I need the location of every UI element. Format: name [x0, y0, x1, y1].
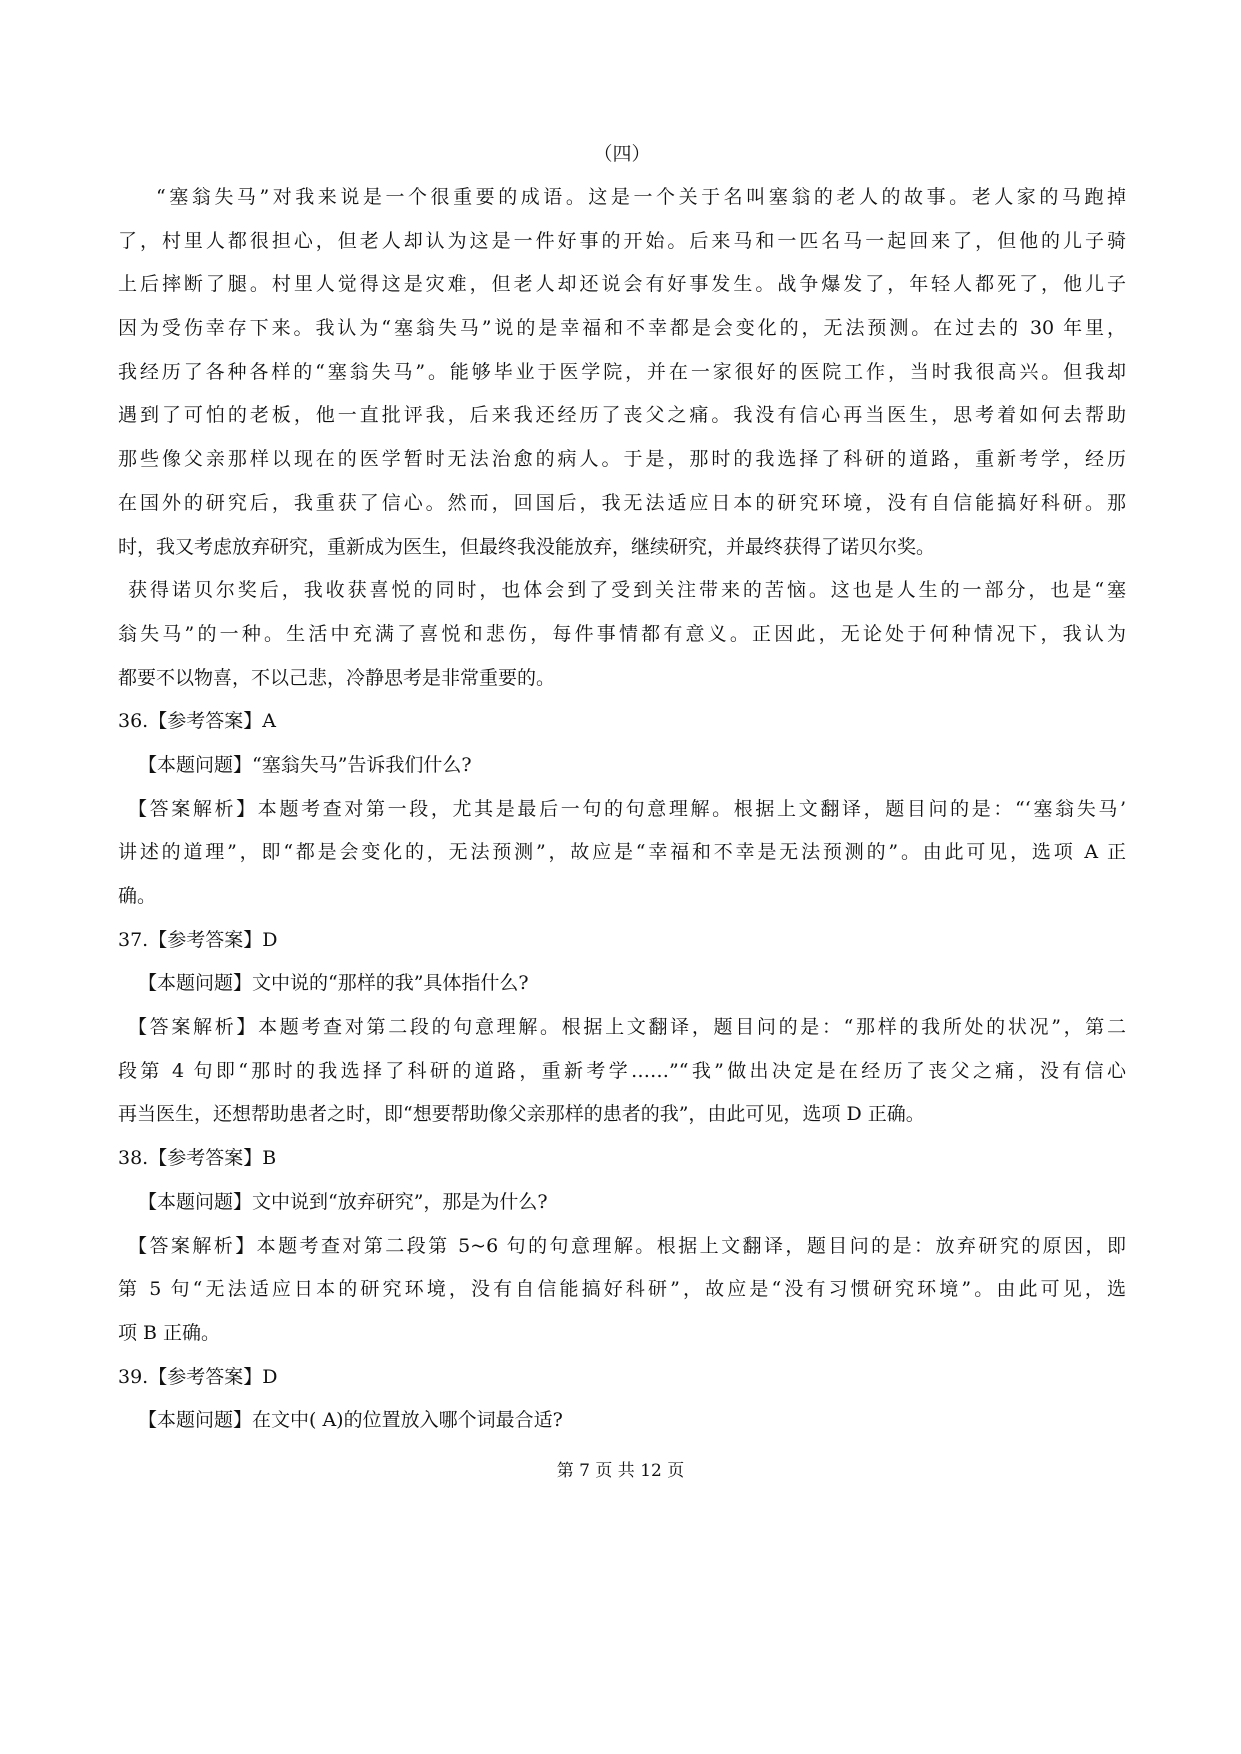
question-39	[118, 1399, 1126, 1443]
text-line: 确。	[118, 885, 157, 907]
text-line: 了，村里人都很担心，但老人却认为这是一件好事的开始。后来马和一匹名马一起回来了，但他的儿子骑	[118, 229, 1126, 252]
text-line: 39.【参考答案】D	[118, 1365, 278, 1388]
question-38	[118, 1181, 1126, 1225]
text-line: 【本题问题】文中说的“那样的我”具体指什么?	[138, 972, 529, 995]
text-line: 那些像父亲那样以现在的医学暂时无法治愈的病人。于是，那时的我选择了科研的道路，重新考学，经历	[118, 448, 1126, 471]
text-line: “塞翁失马”对我来说是一个很重要的成语。这是一个关于名叫塞翁的老人的故事。老人家的马跑掉	[156, 186, 1126, 208]
text-line: 【答案解析】本题考查对第二段第 5~6 句的句意理解。根据上文翻译，题目问的是：放弃研究的原因，即	[128, 1234, 1126, 1257]
text-line: 【本题问题】“塞翁失马”告诉我们什么?	[138, 753, 472, 776]
passage-paragraph-1	[118, 176, 1126, 569]
text-line: 项 B 正确。	[118, 1321, 221, 1344]
answer-36	[118, 700, 1126, 744]
text-line: 段第 4 句即“那时的我选择了科研的道路，重新考学……”“我”做出决定是在经历了丧父之痛，没有信心	[118, 1059, 1126, 1082]
text-line: 获得诺贝尔奖后，我收获喜悦的同时，也体会到了受到关注带来的苦恼。这也是人生的一部分，也是“塞	[128, 579, 1126, 602]
text-line: 第 5 句“无法适应日本的研究环境，没有自信能搞好科研”，故应是“没有习惯研究环境”。由此可见，选	[118, 1278, 1126, 1301]
document-body	[118, 176, 1126, 1443]
text-line: 【本题问题】文中说到“放弃研究”，那是为什么?	[138, 1190, 548, 1213]
document-page	[118, 132, 1126, 1443]
passage-paragraph-2	[118, 569, 1126, 700]
text-line: 36.【参考答案】A	[118, 710, 276, 733]
text-line: 时，我又考虑放弃研究，重新成为医生，但最终我没能放弃，继续研究，并最终获得了诺贝尔奖。	[118, 535, 936, 558]
text-line: 都要不以物喜，不以己悲，冷静思考是非常重要的。	[118, 666, 556, 689]
answer-38	[118, 1137, 1126, 1181]
answer-39	[118, 1356, 1126, 1400]
text-line: 因为受伤幸存下来。我认为“塞翁失马”说的是幸福和不幸都是会变化的，无法预测。在过去的 30 年里，	[118, 317, 1126, 340]
section-title: （四）	[593, 143, 651, 165]
text-line: 38.【参考答案】B	[118, 1147, 277, 1170]
text-line: 再当医生，还想帮助患者之时，即“想要帮助像父亲那样的患者的我”，由此可见，选项 D 正确。	[118, 1103, 925, 1126]
text-line: 上后摔断了腿。村里人觉得这是灾难，但老人却还说会有好事发生。战争爆发了，年轻人都死了，他儿子	[118, 273, 1126, 296]
text-line: 在国外的研究后，我重获了信心。然而，回国后，我无法适应日本的研究环境，没有自信能搞好科研。那	[118, 491, 1126, 514]
text-line: 37.【参考答案】D	[118, 928, 278, 951]
text-line: 遇到了可怕的老板，他一直批评我，后来我还经历了丧父之痛。我没有信心再当医生，思考着如何去帮助	[118, 404, 1126, 427]
page-footer: 第 7 页 共 12 页	[556, 1461, 685, 1481]
question-36	[118, 744, 1126, 788]
answer-37	[118, 919, 1126, 963]
analysis-36	[118, 788, 1126, 919]
text-line: 【答案解析】本题考查对第二段的句意理解。根据上文翻译，题目问的是：“那样的我所处的状况”，第二	[128, 1016, 1126, 1039]
text-line: 讲述的道理”，即“都是会变化的，无法预测”，故应是“幸福和不幸是无法预测的”。由此可见，选项 A 正	[118, 841, 1126, 864]
analysis-37	[118, 1006, 1126, 1137]
text-line: 【答案解析】本题考查对第一段，尤其是最后一句的句意理解。根据上文翻译，题目问的是：“‘塞翁失马’	[128, 797, 1126, 820]
text-line: 【本题问题】在文中( A)的位置放入哪个词最合适?	[138, 1409, 563, 1432]
analysis-38	[118, 1225, 1126, 1356]
text-line: 翁失马”的一种。生活中充满了喜悦和悲伤，每件事情都有意义。正因此，无论处于何种情况下，我认为	[118, 622, 1126, 645]
question-37	[118, 962, 1126, 1006]
text-line: 我经历了各种各样的“塞翁失马”。能够毕业于医学院，并在一家很好的医院工作，当时我很高兴。但我却	[118, 360, 1126, 383]
